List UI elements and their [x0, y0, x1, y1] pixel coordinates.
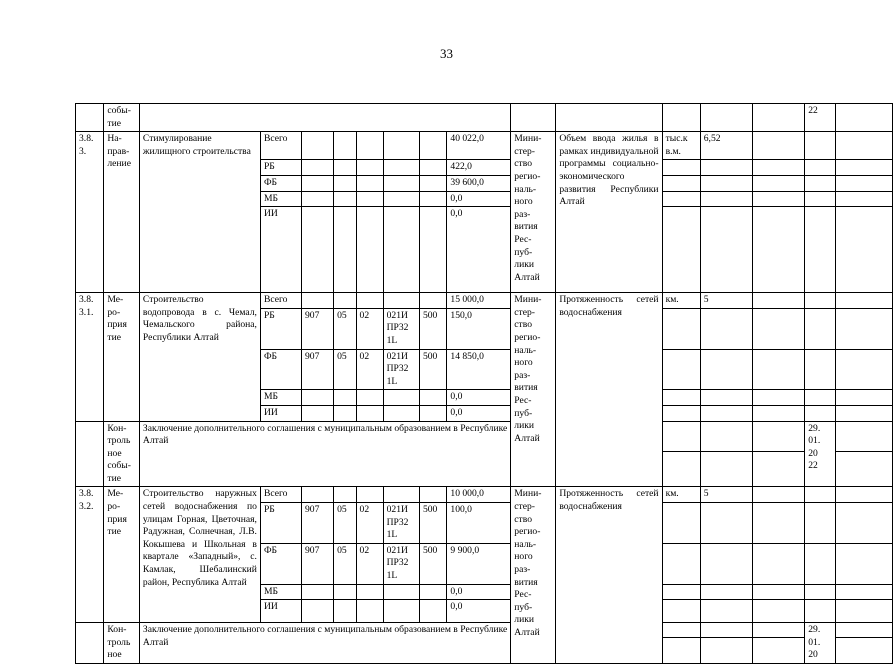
csr-code: 021И ПР32 1L — [383, 349, 419, 390]
pr-code: 02 — [356, 349, 383, 390]
cell-empty — [302, 487, 334, 503]
cell-empty — [805, 543, 836, 584]
cell-empty — [419, 160, 446, 176]
row-number: 3.8. 3.1. — [76, 293, 104, 421]
cell-empty — [76, 104, 104, 132]
vr-code: 500 — [419, 308, 446, 349]
cell-empty — [700, 104, 752, 132]
row-type: Ме- ро- прия тие — [104, 487, 140, 623]
cell-empty — [836, 405, 893, 421]
cell-empty — [700, 638, 752, 664]
indicator-name: Объем ввода жилья в рамках индивидуальной программы социально-экономического развития Республики Алтай — [556, 132, 662, 293]
cell-empty — [383, 160, 419, 176]
table-row — [76, 104, 893, 132]
cell-empty — [753, 600, 805, 623]
fin-amount: 9 900,0 — [447, 543, 511, 584]
fin-amount: 150,0 — [447, 308, 511, 349]
cell-empty — [836, 623, 893, 638]
cell-empty — [356, 175, 383, 191]
vr-code: 500 — [419, 543, 446, 584]
cell-empty — [805, 175, 836, 191]
cell-empty — [836, 175, 893, 191]
cell-empty — [753, 390, 805, 406]
table-row — [76, 132, 893, 160]
cell-empty — [753, 487, 805, 503]
cell-empty — [662, 349, 700, 390]
cell-empty — [700, 175, 752, 191]
cell-empty — [356, 405, 383, 421]
cell-empty — [662, 503, 700, 544]
cell-empty — [662, 191, 700, 207]
fin-source-label: ИИ — [260, 207, 301, 293]
fin-amount: 0,0 — [447, 600, 511, 623]
cell-empty — [753, 308, 805, 349]
cell-empty — [356, 207, 383, 293]
cell-empty — [662, 638, 700, 664]
value-cell: 6,52 — [700, 132, 752, 160]
fin-source-label: РБ — [260, 160, 301, 176]
cell-empty — [836, 191, 893, 207]
fin-source-label: ИИ — [260, 405, 301, 421]
cell-empty — [383, 405, 419, 421]
page-number: 33 — [440, 46, 453, 61]
cell-empty — [700, 503, 752, 544]
cell-empty — [836, 390, 893, 406]
event-type-cell: собы- тие — [104, 104, 140, 132]
cell-empty — [383, 293, 419, 309]
pr-code: 02 — [356, 308, 383, 349]
cell-empty — [383, 390, 419, 406]
row-title: Стимулирование жилищного строительства — [139, 132, 260, 293]
value-cell: 5 — [700, 293, 752, 309]
csr-code: 021И ПР32 1L — [383, 308, 419, 349]
cell-empty — [700, 191, 752, 207]
fin-amount: 0,0 — [447, 390, 511, 406]
cell-empty — [356, 600, 383, 623]
cell-empty — [805, 600, 836, 623]
cell-empty — [419, 175, 446, 191]
grbs-code: 907 — [302, 543, 334, 584]
fin-source-label: ФБ — [260, 349, 301, 390]
pr-code: 02 — [356, 543, 383, 584]
fin-source-label: Всего — [260, 487, 301, 503]
cell-empty — [805, 503, 836, 544]
cell-empty — [356, 487, 383, 503]
table-row — [76, 293, 893, 309]
cell-empty — [753, 638, 805, 664]
cell-empty — [662, 421, 700, 451]
cell-empty — [753, 160, 805, 176]
cell-empty — [700, 390, 752, 406]
cell-empty — [700, 600, 752, 623]
cell-empty — [753, 349, 805, 390]
unit-cell: км. — [662, 293, 700, 309]
fin-amount: 0,0 — [447, 584, 511, 600]
cell-empty — [383, 600, 419, 623]
cell-empty — [383, 132, 419, 160]
cell-empty — [805, 390, 836, 406]
cell-empty — [302, 160, 334, 176]
cell-empty — [419, 584, 446, 600]
cell-empty — [302, 390, 334, 406]
responsible-executor: Мини- стер- ство регио- наль- ного раз- вития Рес- пуб- лики Алтай — [511, 132, 556, 293]
cell-empty — [556, 104, 662, 132]
unit-cell: тыс.к в.м. — [662, 132, 700, 160]
cell-empty — [805, 207, 836, 293]
fin-amount: 39 600,0 — [447, 175, 511, 191]
cell-empty — [419, 191, 446, 207]
cell-empty — [302, 293, 334, 309]
value-cell: 5 — [700, 487, 752, 503]
cell-empty — [700, 451, 752, 487]
cell-empty — [700, 405, 752, 421]
cell-empty — [662, 543, 700, 584]
fin-source-label: МБ — [260, 191, 301, 207]
unit-cell: км. — [662, 487, 700, 503]
fin-source-label: МБ — [260, 390, 301, 406]
fin-amount: 40 022,0 — [447, 132, 511, 160]
cell-empty — [836, 487, 893, 503]
cell-empty — [753, 191, 805, 207]
cell-empty — [334, 191, 356, 207]
cell-empty — [76, 623, 104, 664]
cell-empty — [662, 160, 700, 176]
indicator-name: Протяженность сетей водоснабжения — [556, 487, 662, 664]
cell-empty — [76, 421, 104, 487]
cell-empty — [836, 421, 893, 451]
date-cell: 29. 01. 20 — [805, 623, 836, 664]
cell-empty — [662, 405, 700, 421]
fin-amount: 100,0 — [447, 503, 511, 544]
cell-empty — [302, 405, 334, 421]
cell-empty — [805, 584, 836, 600]
cell-empty — [139, 104, 510, 132]
cell-empty — [700, 308, 752, 349]
cell-empty — [334, 293, 356, 309]
cell-empty — [383, 191, 419, 207]
cell-empty — [419, 390, 446, 406]
cell-empty — [356, 191, 383, 207]
event-type-cell: Кон- троль ное собы- тие — [104, 421, 140, 487]
cell-empty — [753, 293, 805, 309]
cell-empty — [356, 584, 383, 600]
table-row — [76, 623, 893, 638]
cell-empty — [753, 405, 805, 421]
table-row — [76, 421, 893, 451]
cell-empty — [334, 600, 356, 623]
fin-source-label: ИИ — [260, 600, 301, 623]
fin-amount: 14 850,0 — [447, 349, 511, 390]
row-number: 3.8. 3. — [76, 132, 104, 293]
fin-amount: 0,0 — [447, 191, 511, 207]
fin-amount: 10 000,0 — [447, 487, 511, 503]
cell-empty — [836, 132, 893, 160]
cell-empty — [334, 405, 356, 421]
rz-code: 05 — [334, 503, 356, 544]
cell-empty — [419, 405, 446, 421]
cell-empty — [700, 421, 752, 451]
cell-empty — [334, 487, 356, 503]
grbs-code: 907 — [302, 503, 334, 544]
cell-empty — [662, 104, 700, 132]
date-cell: 22 — [805, 104, 836, 132]
cell-empty — [662, 623, 700, 638]
vr-code: 500 — [419, 503, 446, 544]
fin-amount: 0,0 — [447, 405, 511, 421]
event-type-cell: Кон- троль ное — [104, 623, 140, 664]
date-cell: 29. 01. 20 22 — [805, 421, 836, 487]
fin-source-label: ФБ — [260, 543, 301, 584]
fin-source-label: МБ — [260, 584, 301, 600]
cell-empty — [334, 584, 356, 600]
cell-empty — [662, 390, 700, 406]
cell-empty — [662, 451, 700, 487]
cell-empty — [836, 543, 893, 584]
cell-empty — [836, 584, 893, 600]
cell-empty — [753, 543, 805, 584]
pr-code: 02 — [356, 503, 383, 544]
fin-amount: 15 000,0 — [447, 293, 511, 309]
cell-empty — [700, 349, 752, 390]
cell-empty — [419, 132, 446, 160]
cell-empty — [836, 638, 893, 664]
table-row — [76, 487, 893, 503]
cell-empty — [836, 207, 893, 293]
cell-empty — [836, 451, 893, 487]
cell-empty — [753, 207, 805, 293]
cell-empty — [511, 104, 556, 132]
cell-empty — [662, 600, 700, 623]
cell-empty — [753, 584, 805, 600]
vr-code: 500 — [419, 349, 446, 390]
cell-empty — [662, 584, 700, 600]
cell-empty — [805, 132, 836, 160]
row-type: На- прав- ление — [104, 132, 140, 293]
cell-empty — [700, 543, 752, 584]
cell-empty — [383, 175, 419, 191]
cell-empty — [836, 600, 893, 623]
row-number: 3.8. 3.2. — [76, 487, 104, 623]
csr-code: 021И ПР32 1L — [383, 503, 419, 544]
cell-empty — [700, 160, 752, 176]
cell-empty — [753, 132, 805, 160]
cell-empty — [419, 600, 446, 623]
cell-empty — [836, 160, 893, 176]
fin-source-label: Всего — [260, 293, 301, 309]
cell-empty — [383, 487, 419, 503]
cell-empty — [419, 207, 446, 293]
rz-code: 05 — [334, 543, 356, 584]
cell-empty — [753, 175, 805, 191]
fin-source-label: РБ — [260, 503, 301, 544]
rz-code: 05 — [334, 349, 356, 390]
cell-empty — [805, 160, 836, 176]
cell-empty — [662, 207, 700, 293]
fin-source-label: Всего — [260, 132, 301, 160]
cell-empty — [700, 207, 752, 293]
cell-empty — [805, 349, 836, 390]
fin-source-label: РБ — [260, 308, 301, 349]
cell-empty — [700, 584, 752, 600]
cell-empty — [383, 584, 419, 600]
cell-empty — [334, 132, 356, 160]
cell-empty — [302, 132, 334, 160]
cell-empty — [805, 191, 836, 207]
cell-empty — [700, 623, 752, 638]
cell-empty — [753, 421, 805, 451]
cell-empty — [753, 623, 805, 638]
row-title: Строительство водопровода в с. Чемал, Чемальского района, Республики Алтай — [139, 293, 260, 421]
cell-empty — [356, 390, 383, 406]
cell-empty — [334, 207, 356, 293]
cell-empty — [836, 293, 893, 309]
grbs-code: 907 — [302, 349, 334, 390]
cell-empty — [805, 487, 836, 503]
cell-empty — [356, 293, 383, 309]
row-title: Строительство наружных сетей водоснабжения по улицам Горная, Цветочная, Радужная, Солнечная, Л.В. Кокышева и Школьная в квартале «Западный», с. Камлак, Шебалинский район, Республика Алтай — [139, 487, 260, 623]
cell-empty — [805, 308, 836, 349]
program-table — [75, 103, 893, 664]
csr-code: 021И ПР32 1L — [383, 543, 419, 584]
cell-empty — [302, 191, 334, 207]
cell-empty — [836, 503, 893, 544]
fin-source-label: ФБ — [260, 175, 301, 191]
cell-empty — [836, 349, 893, 390]
cell-empty — [334, 160, 356, 176]
cell-empty — [836, 104, 893, 132]
rz-code: 05 — [334, 308, 356, 349]
cell-empty — [334, 390, 356, 406]
cell-empty — [383, 207, 419, 293]
cell-empty — [805, 405, 836, 421]
cell-empty — [302, 175, 334, 191]
cell-empty — [753, 104, 805, 132]
fin-amount: 0,0 — [447, 207, 511, 293]
fin-amount: 422,0 — [447, 160, 511, 176]
cell-empty — [302, 600, 334, 623]
responsible-executor: Мини- стер- ство регио- наль- ного раз- вития Рес- пуб- лики Алтай — [511, 293, 556, 487]
indicator-name: Протяженность сетей водоснабжения — [556, 293, 662, 487]
control-event-text: Заключение дополнительного соглашения с муниципальным образованием в Республике Алтай — [139, 623, 510, 664]
cell-empty — [302, 207, 334, 293]
cell-empty — [662, 175, 700, 191]
cell-empty — [334, 175, 356, 191]
cell-empty — [753, 503, 805, 544]
cell-empty — [419, 293, 446, 309]
control-event-text: Заключение дополнительного соглашения с муниципальным образованием в Республике Алтай — [139, 421, 510, 487]
grbs-code: 907 — [302, 308, 334, 349]
cell-empty — [836, 308, 893, 349]
cell-empty — [662, 308, 700, 349]
cell-empty — [356, 132, 383, 160]
cell-empty — [805, 293, 836, 309]
cell-empty — [753, 451, 805, 487]
cell-empty — [419, 487, 446, 503]
cell-empty — [356, 160, 383, 176]
row-type: Ме- ро- прия тие — [104, 293, 140, 421]
responsible-executor: Мини- стер- ство регио- наль- ного раз- вития Рес- пуб- лики Алтай — [511, 487, 556, 664]
cell-empty — [302, 584, 334, 600]
